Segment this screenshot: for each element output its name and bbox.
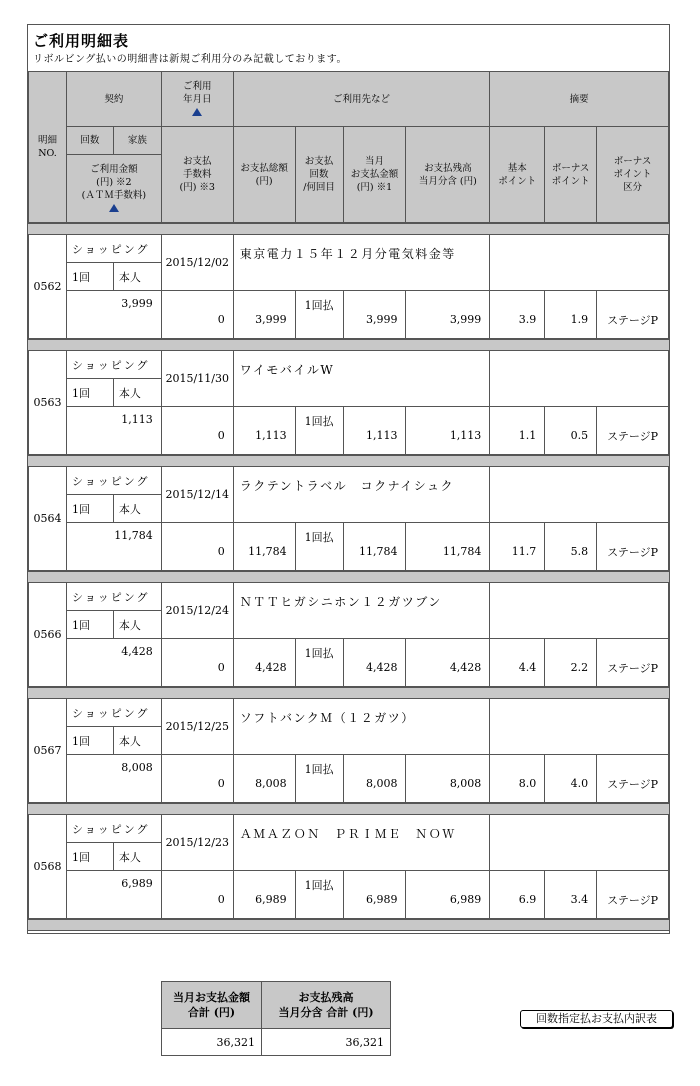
record-basic-point: 1.1 (490, 407, 545, 455)
record-no: 0567 (29, 699, 67, 803)
record-bonus-class: ステージP (597, 871, 669, 919)
record-amount: 1,113 (66, 407, 161, 455)
record-basic-point: 6.9 (490, 871, 545, 919)
header-kaisuu: 回数 (66, 127, 113, 155)
record-shop: ＡＭＡＺＯＮ ＰＲＩＭＥ ＮＯＷ (233, 815, 490, 871)
record-bonus-class: ステージP (597, 407, 669, 455)
record-separator (28, 919, 669, 931)
record-kazoku: 本人 (113, 611, 161, 639)
record-category: ショッピング (66, 699, 161, 727)
record-fee: 0 (161, 639, 233, 687)
header-keiyaku: 契約 (66, 72, 161, 127)
record-bonus-point: 4.0 (545, 755, 597, 803)
sort-amount-icon[interactable] (109, 204, 119, 212)
record-shop: ワイモバイルW (233, 351, 490, 407)
record-amount: 4,428 (66, 639, 161, 687)
record-bonus-class: ステージP (597, 291, 669, 339)
record-fee: 0 (161, 755, 233, 803)
record-table (28, 814, 669, 919)
record-total: 8,008 (233, 755, 295, 803)
record-table (28, 350, 669, 455)
record-balance: 3,999 (406, 291, 490, 339)
record-month-pay: 11,784 (343, 523, 406, 571)
record-kaisuu: 1回 (66, 611, 113, 639)
record-date: 2015/12/14 (161, 467, 233, 523)
record-table (28, 698, 669, 803)
record-total: 6,989 (233, 871, 295, 919)
record-tekiyou (490, 467, 669, 523)
record-bonus-class: ステージP (597, 755, 669, 803)
record-table (28, 466, 669, 571)
record-bonus-class: ステージP (597, 523, 669, 571)
page-title: ご利用明細表 (33, 32, 130, 50)
record-month-pay: 3,999 (343, 291, 406, 339)
sort-date-icon[interactable] (192, 108, 202, 116)
record-date: 2015/12/25 (161, 699, 233, 755)
totals-balance-value: 36,321 (262, 1029, 391, 1056)
record-fee: 0 (161, 871, 233, 919)
record-basic-point: 3.9 (490, 291, 545, 339)
record-bonus-point: 1.9 (545, 291, 597, 339)
header-riyousaki: ご利用先など (233, 72, 490, 127)
record-balance: 8,008 (406, 755, 490, 803)
totals-table (161, 981, 391, 1056)
record-fee: 0 (161, 291, 233, 339)
record-times: 1回払 (295, 755, 343, 803)
record-category: ショッピング (66, 815, 161, 843)
record-kazoku: 本人 (113, 379, 161, 407)
record-fee: 0 (161, 523, 233, 571)
totals-balance-label: お支払残高 当月分含 合計 (円) (262, 982, 391, 1029)
record-kazoku: 本人 (113, 727, 161, 755)
record-amount: 6,989 (66, 871, 161, 919)
record-balance: 6,989 (406, 871, 490, 919)
record-tekiyou (490, 815, 669, 871)
header-riyou-kingaku: ご利用金額 (円) ※2 (ＡＴＭ手数料) (66, 155, 161, 223)
record-kazoku: 本人 (113, 843, 161, 871)
totals-month-value: 36,321 (162, 1029, 262, 1056)
record-kaisuu: 1回 (66, 379, 113, 407)
record-bonus-point: 5.8 (545, 523, 597, 571)
record-balance: 11,784 (406, 523, 490, 571)
record-tekiyou (490, 235, 669, 291)
record-month-pay: 8,008 (343, 755, 406, 803)
header-kazoku: 家族 (113, 127, 161, 155)
header-kaisuu-kaime: お支払 回数 /何回目 (295, 127, 343, 223)
record-no: 0564 (29, 467, 67, 571)
record-category: ショッピング (66, 351, 161, 379)
record-shop: ラクテントラベル コクナイシュク (233, 467, 490, 523)
record-times: 1回払 (295, 291, 343, 339)
record-balance: 1,113 (406, 407, 490, 455)
record-date: 2015/12/02 (161, 235, 233, 291)
header-zandaka: お支払残高 当月分含 (円) (406, 127, 490, 223)
record-amount: 11,784 (66, 523, 161, 571)
record-basic-point: 4.4 (490, 639, 545, 687)
record-tekiyou (490, 351, 669, 407)
header-bonus-point: ボーナス ポイント (545, 127, 597, 223)
header-table (28, 71, 669, 223)
header-meisai-no: 明細NO. (29, 72, 67, 223)
record-no: 0563 (29, 351, 67, 455)
page-subtitle: リボルビング払いの明細書は新規ご利用分のみ記載しております。 (33, 54, 347, 65)
totals-month-label: 当月お支払金額 合計 (円) (162, 982, 262, 1029)
header-riyou-nengappi: ご利用 年月日 (161, 72, 233, 127)
record-no: 0562 (29, 235, 67, 339)
record-no: 0566 (29, 583, 67, 687)
record-tekiyou (490, 699, 669, 755)
record-kaisuu: 1回 (66, 495, 113, 523)
record-date: 2015/12/23 (161, 815, 233, 871)
record-bonus-point: 0.5 (545, 407, 597, 455)
record-total: 11,784 (233, 523, 295, 571)
title-area (28, 25, 669, 71)
record-bonus-point: 3.4 (545, 871, 597, 919)
header-soukaku: お支払総額 (円) (233, 127, 295, 223)
record-category: ショッピング (66, 583, 161, 611)
record-amount: 8,008 (66, 755, 161, 803)
record-date: 2015/12/24 (161, 583, 233, 639)
statement-frame (27, 24, 670, 934)
record-category: ショッピング (66, 467, 161, 495)
record-kaisuu: 1回 (66, 843, 113, 871)
record-kazoku: 本人 (113, 495, 161, 523)
record-bonus-point: 2.2 (545, 639, 597, 687)
record-fee: 0 (161, 407, 233, 455)
record-times: 1回払 (295, 871, 343, 919)
header-kihon-point: 基本 ポイント (490, 127, 545, 223)
record-basic-point: 11.7 (490, 523, 545, 571)
record-total: 4,428 (233, 639, 295, 687)
record-amount: 3,999 (66, 291, 161, 339)
record-bonus-class: ステージP (597, 639, 669, 687)
record-shop: 東京電力１５年１２月分電気料金等 (233, 235, 490, 291)
record-category: ショッピング (66, 235, 161, 263)
record-no: 0568 (29, 815, 67, 919)
header-tesuuryou: お支払 手数料 (円) ※3 (161, 127, 233, 223)
record-times: 1回払 (295, 639, 343, 687)
record-times: 1回払 (295, 523, 343, 571)
header-tekiyou: 摘要 (490, 72, 669, 127)
record-tekiyou (490, 583, 669, 639)
record-shop: ＮＴＴヒガシニホン１２ガツブン (233, 583, 490, 639)
record-total: 1,113 (233, 407, 295, 455)
record-basic-point: 8.0 (490, 755, 545, 803)
record-month-pay: 4,428 (343, 639, 406, 687)
record-balance: 4,428 (406, 639, 490, 687)
record-table (28, 234, 669, 339)
installment-breakdown-button[interactable]: 回数指定払お支払内訳表 (520, 1010, 673, 1028)
record-times: 1回払 (295, 407, 343, 455)
record-table (28, 582, 669, 687)
header-tougetsu: 当月 お支払金額 (円) ※1 (343, 127, 406, 223)
record-month-pay: 6,989 (343, 871, 406, 919)
record-date: 2015/11/30 (161, 351, 233, 407)
record-kazoku: 本人 (113, 263, 161, 291)
record-shop: ソフトバンクＭ（１２ガツ） (233, 699, 490, 755)
record-kaisuu: 1回 (66, 727, 113, 755)
record-total: 3,999 (233, 291, 295, 339)
record-kaisuu: 1回 (66, 263, 113, 291)
record-month-pay: 1,113 (343, 407, 406, 455)
header-bonus-kubun: ボーナス ポイント 区分 (597, 127, 669, 223)
